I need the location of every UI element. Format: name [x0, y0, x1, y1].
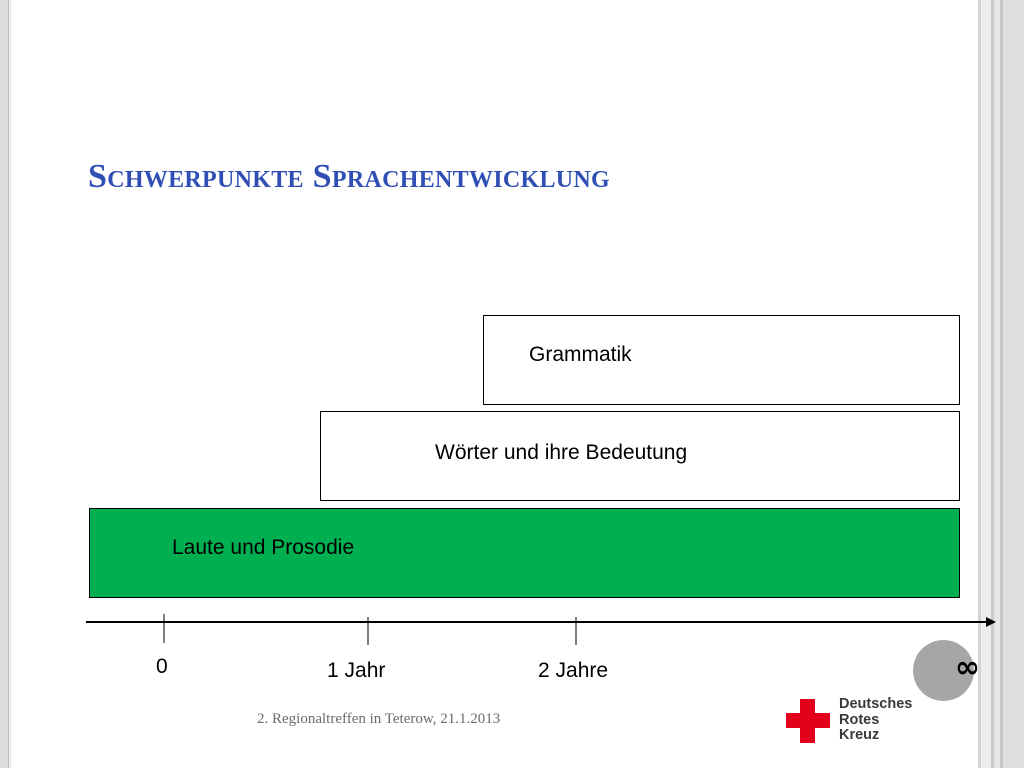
tick-label-one-year: 1 Jahr [327, 659, 386, 682]
grammatik-label: Grammatik [529, 343, 632, 366]
logo-text [839, 697, 912, 744]
tick-label-two-years: 2 Jahre [538, 659, 609, 682]
red-cross-icon [786, 699, 830, 743]
tick-label-zero: 0 [156, 655, 168, 678]
laute-prosodie-label: Laute und Prosodie [172, 536, 355, 559]
logo-line: Rotes [839, 711, 880, 728]
footer-text: 2. Regionaltreffen in Teterow, 21.1.2013 [257, 711, 501, 727]
woerter-label: Wörter und ihre Bedeutung [435, 441, 688, 464]
drk-logo [786, 697, 936, 745]
logo-line: Kreuz [839, 727, 880, 743]
slide-title: Schwerpunkte Sprachentwicklung [88, 158, 611, 195]
timeline-arrow-head [986, 617, 996, 627]
logo-line: Deutsches [839, 696, 913, 712]
infinity-label: ∞ [955, 650, 980, 685]
